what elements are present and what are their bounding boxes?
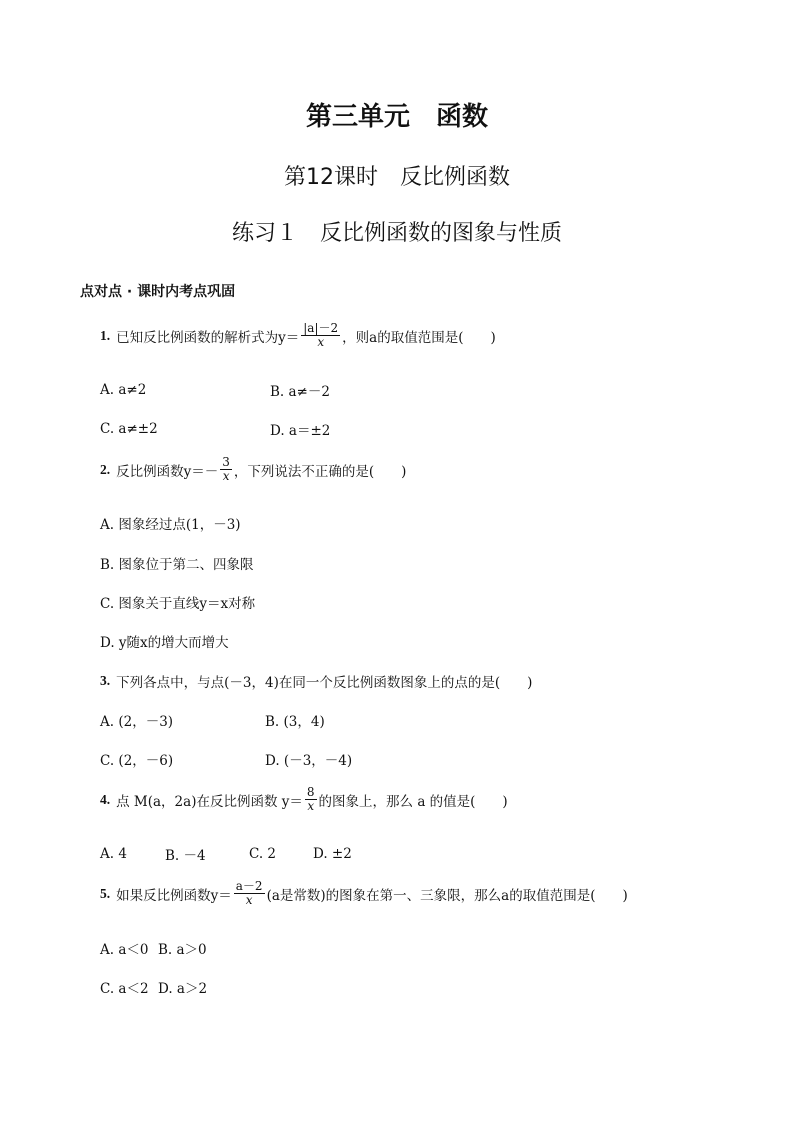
option-d: D. a＝±2 — [270, 423, 331, 439]
option-c: C. a＜2 — [100, 981, 149, 997]
question-text: 已知反比例函数的解析式为y＝ — [116, 329, 300, 346]
question-text: ，下列说法不正确的是( ) — [233, 463, 407, 480]
unit-title: 第三单元 函数 — [305, 102, 488, 132]
option-c: C. a≠±2 — [100, 421, 158, 437]
option-c: C. 图象关于直线y＝x对称 — [100, 596, 256, 612]
option-a: A. 图象经过点(1，－3) — [100, 517, 241, 533]
fraction-denominator: x — [317, 335, 325, 350]
fraction-denominator: x — [245, 893, 253, 908]
fraction — [305, 786, 317, 813]
option-d: D. ±2 — [313, 846, 352, 862]
options-row — [100, 844, 352, 864]
option-d: D. y随x的增大而增大 — [100, 635, 229, 651]
option-b: B. －4 — [165, 848, 206, 864]
option-a: A. 4 — [100, 846, 127, 862]
fraction — [220, 456, 232, 483]
options-row — [100, 380, 330, 400]
option-b: B. a＞0 — [158, 942, 207, 958]
option-a: A. a＜0 — [100, 942, 149, 958]
question-text: 的图象上，那么 a 的值是( ) — [318, 793, 508, 810]
fraction-numerator: 8 — [306, 785, 315, 799]
fraction-denominator: x — [222, 469, 230, 484]
section-heading: 点对点 · 课时内考点巩固 — [80, 284, 236, 300]
option-a: A. (2，－3) — [100, 714, 174, 730]
option-c: C. 2 — [249, 846, 277, 862]
fraction — [301, 322, 340, 349]
fraction-numerator: |a|－2 — [303, 321, 339, 335]
fraction-numerator: a－2 — [235, 879, 263, 893]
option-b: B. a≠－2 — [270, 384, 330, 400]
fraction-numerator: 3 — [222, 455, 230, 469]
question-number: 3. — [100, 673, 111, 688]
question-1 — [100, 322, 496, 349]
question-text: 反比例函数y＝－ — [116, 463, 219, 480]
options-row — [100, 938, 207, 958]
question-text: 点 M(a，2a)在反比例函数 y＝ — [116, 793, 303, 810]
question-number: 1. — [100, 327, 111, 343]
question-number: 4. — [100, 791, 111, 807]
lesson-title: 第12课时 反比例函数 — [284, 165, 510, 190]
question-2 — [100, 456, 406, 483]
question-text: ，则a的取值范围是( ) — [342, 329, 496, 346]
question-text: 如果反比例函数y＝ — [116, 887, 232, 904]
option-c: C. (2，－6) — [100, 753, 174, 769]
question-number: 5. — [100, 885, 111, 901]
question-text: (a是常数)的图象在第一、三象限，那么a的取值范围是( ) — [266, 887, 628, 904]
option-b: B. (3，4) — [265, 714, 325, 730]
option-b: B. 图象位于第二、四象限 — [100, 557, 254, 573]
question-4 — [100, 786, 508, 813]
fraction-denominator: x — [307, 799, 315, 814]
options-row — [100, 749, 352, 769]
option-a: A. a≠2 — [100, 382, 147, 398]
options-row — [100, 977, 207, 997]
option-d: D. a＞2 — [158, 981, 208, 997]
option-d: D. (－3，－4) — [265, 753, 353, 769]
question-3 — [100, 671, 532, 691]
options-row — [100, 419, 330, 439]
fraction — [234, 880, 265, 907]
question-number: 2. — [100, 461, 111, 477]
practice-title: 练习１ 反比例函数的图象与性质 — [231, 221, 562, 246]
question-5 — [100, 880, 628, 907]
options-row — [100, 710, 325, 730]
question-text: 下列各点中，与点(－3，4)在同一个反比例函数图象上的点的是( ) — [116, 675, 533, 691]
